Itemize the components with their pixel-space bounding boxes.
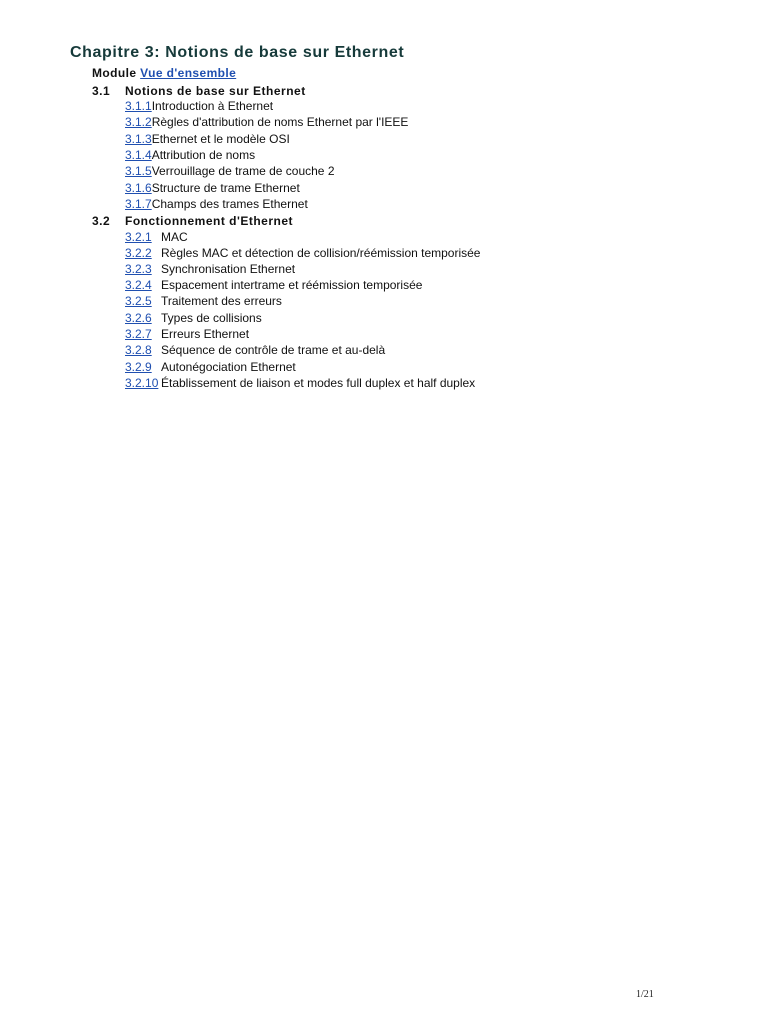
toc-item-3-2-1 bbox=[125, 230, 188, 244]
toc-link-3-2-6[interactable]: 3.2.6 bbox=[125, 311, 152, 325]
toc-item-3-1-3 bbox=[125, 132, 290, 146]
toc-item-3-1-6 bbox=[125, 181, 300, 195]
toc-item-text: Ethernet et le modèle OSI bbox=[151, 132, 290, 146]
chapter-title: Chapitre 3: Notions de base sur Ethernet bbox=[70, 44, 405, 61]
section-heading-3-1 bbox=[92, 84, 306, 98]
toc-link-3-1-4[interactable]: 3.1.4 bbox=[125, 148, 152, 162]
toc-item-text: Types de collisions bbox=[161, 311, 262, 325]
toc-link-3-2-4[interactable]: 3.2.4 bbox=[125, 278, 152, 292]
page-number: 1/21 bbox=[636, 989, 654, 1000]
toc-item-text: Règles MAC et détection de collision/réémission temporisée bbox=[161, 246, 481, 260]
module-label: Module bbox=[92, 66, 137, 80]
toc-item-3-2-3 bbox=[125, 262, 295, 276]
section-title: Notions de base sur Ethernet bbox=[125, 84, 306, 98]
toc-item-3-2-5 bbox=[125, 294, 282, 308]
toc-item-text: MAC bbox=[161, 230, 188, 244]
toc-item-3-2-7 bbox=[125, 327, 249, 341]
module-overview-link[interactable]: Vue d'ensemble bbox=[140, 66, 237, 80]
toc-item-text: Autonégociation Ethernet bbox=[161, 360, 296, 374]
toc-link-3-1-2[interactable]: 3.1.2 bbox=[125, 115, 152, 129]
toc-item-3-2-9 bbox=[125, 360, 296, 374]
toc-item-3-2-8 bbox=[125, 343, 385, 357]
toc-link-3-2-5[interactable]: 3.2.5 bbox=[125, 294, 152, 308]
toc-item-3-2-2 bbox=[125, 246, 480, 260]
toc-link-3-2-3[interactable]: 3.2.3 bbox=[125, 262, 152, 276]
toc-item-text: Verrouillage de trame de couche 2 bbox=[151, 164, 335, 178]
section-title: Fonctionnement d'Ethernet bbox=[125, 214, 294, 228]
toc-item-text: Champs des trames Ethernet bbox=[151, 197, 308, 211]
toc-link-3-2-1[interactable]: 3.2.1 bbox=[125, 230, 152, 244]
section-number: 3.2 bbox=[92, 214, 111, 228]
toc-item-text: Règles d'attribution de noms Ethernet par l'IEEE bbox=[151, 115, 409, 129]
section-heading-3-2 bbox=[92, 214, 293, 228]
toc-item-text: Établissement de liaison et modes full duplex et half duplex bbox=[161, 376, 476, 390]
toc-link-3-2-9[interactable]: 3.2.9 bbox=[125, 360, 152, 374]
toc-item-text: Séquence de contrôle de trame et au-delà bbox=[161, 343, 386, 357]
toc-item-text: Structure de trame Ethernet bbox=[151, 181, 300, 195]
toc-item-3-1-5 bbox=[125, 164, 335, 178]
toc-item-3-1-7 bbox=[125, 197, 308, 211]
toc-item-text: Erreurs Ethernet bbox=[161, 327, 250, 341]
toc-item-3-1-1 bbox=[125, 99, 273, 113]
toc-item-text: Synchronisation Ethernet bbox=[161, 262, 296, 276]
toc-link-3-2-10[interactable]: 3.2.10 bbox=[125, 376, 159, 390]
toc-link-3-1-7[interactable]: 3.1.7 bbox=[125, 197, 152, 211]
toc-link-3-1-3[interactable]: 3.1.3 bbox=[125, 132, 152, 146]
toc-item-text: Traitement des erreurs bbox=[161, 294, 282, 308]
toc-item-3-1-4 bbox=[125, 148, 255, 162]
toc-item-text: Attribution de noms bbox=[151, 148, 256, 162]
toc-link-3-2-2[interactable]: 3.2.2 bbox=[125, 246, 152, 260]
toc-item-text: Introduction à Ethernet bbox=[151, 99, 274, 113]
toc-link-3-1-1[interactable]: 3.1.1 bbox=[125, 99, 152, 113]
toc-link-3-2-7[interactable]: 3.2.7 bbox=[125, 327, 152, 341]
toc-item-3-1-2 bbox=[125, 115, 408, 129]
toc-link-3-1-5[interactable]: 3.1.5 bbox=[125, 164, 152, 178]
section-number: 3.1 bbox=[92, 84, 111, 98]
toc-item-3-2-4 bbox=[125, 278, 422, 292]
module-line bbox=[92, 66, 236, 80]
toc-item-3-2-10 bbox=[125, 376, 475, 390]
toc-item-text: Espacement intertrame et réémission temporisée bbox=[161, 278, 423, 292]
toc-link-3-1-6[interactable]: 3.1.6 bbox=[125, 181, 152, 195]
toc-item-3-2-6 bbox=[125, 311, 262, 325]
toc-link-3-2-8[interactable]: 3.2.8 bbox=[125, 343, 152, 357]
